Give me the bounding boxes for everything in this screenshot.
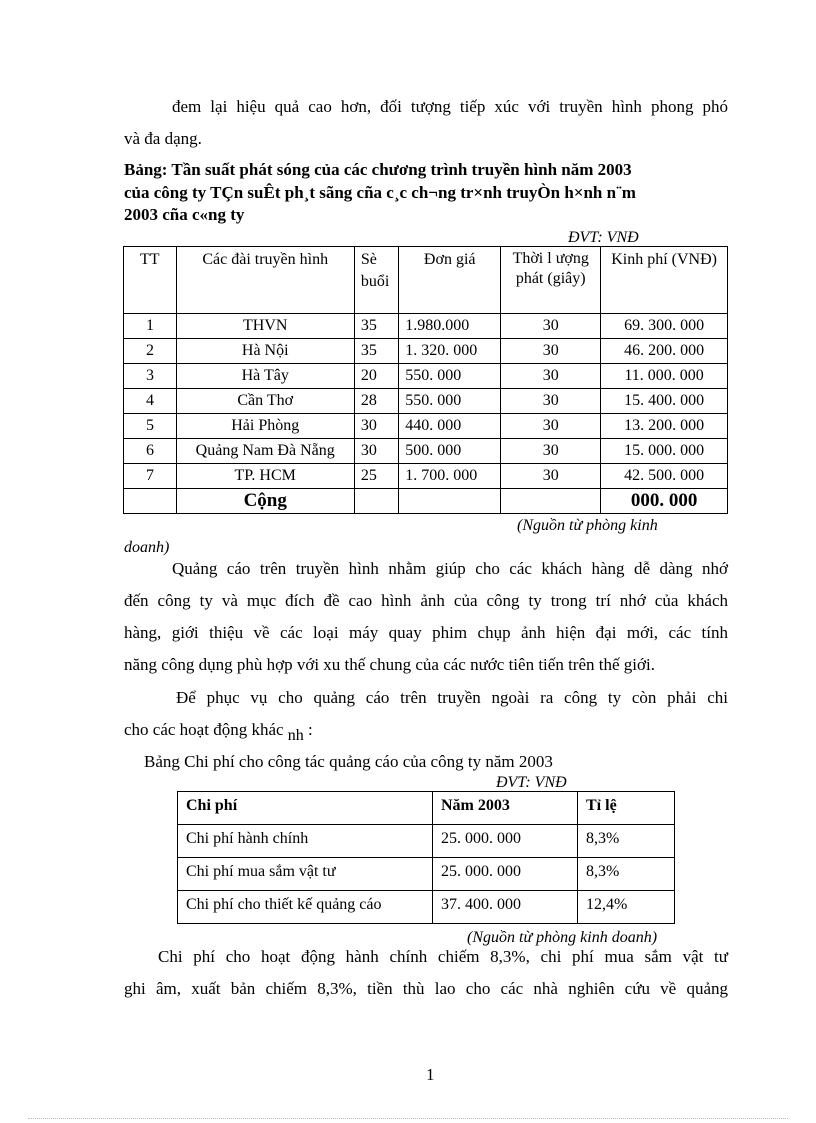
cell-price: 500. 000 bbox=[399, 439, 501, 464]
header-station: Các đài truyền hình bbox=[176, 247, 354, 314]
cell-station: TP. HCM bbox=[176, 464, 354, 489]
header-year: Năm 2003 bbox=[433, 792, 578, 825]
cell-station: Hải Phòng bbox=[176, 414, 354, 439]
cell-price: 440. 000 bbox=[399, 414, 501, 439]
para3-line-2-text: cho các hoạt động khác bbox=[124, 720, 284, 739]
cell-tt: 3 bbox=[124, 364, 177, 389]
cell-tt: 1 bbox=[124, 314, 177, 339]
total-label: Cộng bbox=[176, 489, 354, 514]
cell-sessions: 25 bbox=[354, 464, 398, 489]
cell-sessions: 35 bbox=[354, 314, 398, 339]
table2-row bbox=[178, 858, 675, 891]
cell-price: 1. 700. 000 bbox=[399, 464, 501, 489]
table1-source-2: doanh) bbox=[124, 539, 170, 556]
table2-unit: ĐVT: VNĐ bbox=[496, 774, 567, 791]
cell-station: Hà Tây bbox=[176, 364, 354, 389]
table1-row bbox=[124, 314, 728, 339]
header-item: Chi phí bbox=[178, 792, 433, 825]
table2-source: (Nguồn từ phòng kinh doanh) bbox=[467, 929, 658, 946]
cell-cost: 69. 300. 000 bbox=[601, 314, 728, 339]
cell-cost: 15. 000. 000 bbox=[601, 439, 728, 464]
table1-row bbox=[124, 464, 728, 489]
cell-duration: 30 bbox=[501, 414, 601, 439]
cell-station: Quảng Nam Đà Nẵng bbox=[176, 439, 354, 464]
table1-title-2: của công ty TÇn suÊt ph¸t sãng cña c¸c ch¬ng tr×nh truyÒn h×nh n¨m bbox=[124, 183, 636, 202]
page-bottom-divider bbox=[28, 1118, 788, 1119]
cell-cost: 15. 400. 000 bbox=[601, 389, 728, 414]
intro-line-2: và đa dạng. bbox=[124, 129, 202, 148]
para4-line-1: Chi phí cho hoạt động hành chính chiếm 8,3%, chi phí mua sắm vật tư bbox=[158, 947, 728, 966]
para3-line-2-sub: nh bbox=[287, 727, 304, 744]
table1-unit: ĐVT: VNĐ bbox=[568, 229, 639, 246]
cell-year: 25. 000. 000 bbox=[433, 858, 578, 891]
para4-line-2: ghi âm, xuất bản chiếm 8,3%, tiền thù lao cho các nhà nghiên cứu về quảng bbox=[124, 979, 728, 998]
cell-sessions: 28 bbox=[354, 389, 398, 414]
para2-line-4: năng công dụng phù hợp với xu thế chung của các nước tiên tiến trên thế giới. bbox=[124, 655, 655, 674]
cell-item: Chi phí cho thiết kế quảng cáo bbox=[178, 891, 433, 924]
cell-price: 1.980.000 bbox=[399, 314, 501, 339]
cell-cost: 42. 500. 000 bbox=[601, 464, 728, 489]
cell-duration: 30 bbox=[501, 464, 601, 489]
table1-total-row bbox=[124, 489, 728, 514]
cell-duration: 30 bbox=[501, 339, 601, 364]
cell-cost: 46. 200. 000 bbox=[601, 339, 728, 364]
total-empty bbox=[124, 489, 177, 514]
header-sessions: Sè buổi bbox=[354, 247, 398, 314]
total-value: 000. 000 bbox=[601, 489, 728, 514]
total-empty bbox=[354, 489, 398, 514]
table1-row bbox=[124, 414, 728, 439]
cell-sessions: 20 bbox=[354, 364, 398, 389]
table1-source-1: (Nguồn từ phòng kinh bbox=[517, 517, 658, 534]
para3-line-2 bbox=[124, 719, 313, 742]
cell-cost: 11. 000. 000 bbox=[601, 364, 728, 389]
cell-price: 550. 000 bbox=[399, 364, 501, 389]
header-duration: Thời l ượng phát (giây) bbox=[501, 247, 601, 314]
total-empty bbox=[501, 489, 601, 514]
table2-row bbox=[178, 825, 675, 858]
header-ratio: Tỉ lệ bbox=[578, 792, 675, 825]
header-price: Đơn giá bbox=[399, 247, 501, 314]
cell-cost: 13. 200. 000 bbox=[601, 414, 728, 439]
table2-header-row bbox=[178, 792, 675, 825]
table1-title-1: Bảng: Tần suất phát sóng của các chương trình truyền hình năm 2003 bbox=[124, 160, 632, 179]
total-empty bbox=[399, 489, 501, 514]
cell-year: 37. 400. 000 bbox=[433, 891, 578, 924]
table2-title: Bảng Chi phí cho công tác quảng cáo của công ty năm 2003 bbox=[144, 752, 553, 771]
para2-line-2: đến công ty và mục đích đề cao hình ảnh của công ty trong trí nhớ của khách bbox=[124, 591, 728, 610]
cell-price: 1. 320. 000 bbox=[399, 339, 501, 364]
cell-station: Cần Thơ bbox=[176, 389, 354, 414]
table2-row bbox=[178, 891, 675, 924]
cell-tt: 5 bbox=[124, 414, 177, 439]
cell-ratio: 8,3% bbox=[578, 858, 675, 891]
cell-tt: 7 bbox=[124, 464, 177, 489]
cell-tt: 2 bbox=[124, 339, 177, 364]
para3-line-2-end: : bbox=[303, 720, 313, 739]
cell-station: Hà Nội bbox=[176, 339, 354, 364]
table2 bbox=[177, 791, 675, 924]
header-tt: TT bbox=[124, 247, 177, 314]
cell-tt: 6 bbox=[124, 439, 177, 464]
table1-row bbox=[124, 364, 728, 389]
cell-ratio: 8,3% bbox=[578, 825, 675, 858]
header-cost: Kinh phí (VNĐ) bbox=[601, 247, 728, 314]
intro-line-1: đem lại hiệu quả cao hơn, đối tượng tiếp xúc với truyền hình phong phó bbox=[172, 97, 728, 116]
cell-item: Chi phí mua sắm vật tư bbox=[178, 858, 433, 891]
cell-duration: 30 bbox=[501, 439, 601, 464]
table1-title-3: 2003 cña c«ng ty bbox=[124, 205, 245, 224]
para2-line-3: hàng, giới thiệu về các loại máy quay phim chụp ảnh hiện đại mới, các tính bbox=[124, 623, 728, 642]
cell-sessions: 35 bbox=[354, 339, 398, 364]
table1-header-row bbox=[124, 247, 728, 314]
cell-ratio: 12,4% bbox=[578, 891, 675, 924]
table1-row bbox=[124, 339, 728, 364]
cell-year: 25. 000. 000 bbox=[433, 825, 578, 858]
cell-item: Chi phí hành chính bbox=[178, 825, 433, 858]
cell-station: THVN bbox=[176, 314, 354, 339]
cell-tt: 4 bbox=[124, 389, 177, 414]
para2-line-1: Quảng cáo trên truyền hình nhằm giúp cho các khách hàng dễ dàng nhớ bbox=[172, 559, 728, 578]
cell-price: 550. 000 bbox=[399, 389, 501, 414]
cell-sessions: 30 bbox=[354, 439, 398, 464]
cell-duration: 30 bbox=[501, 314, 601, 339]
cell-duration: 30 bbox=[501, 389, 601, 414]
table1-row bbox=[124, 389, 728, 414]
table1-row bbox=[124, 439, 728, 464]
para3-line-1: Để phục vụ cho quảng cáo trên truyền ngoài ra công ty còn phải chi bbox=[176, 688, 728, 707]
cell-sessions: 30 bbox=[354, 414, 398, 439]
page-number: 1 bbox=[426, 1065, 435, 1084]
table1 bbox=[123, 246, 728, 514]
cell-duration: 30 bbox=[501, 364, 601, 389]
